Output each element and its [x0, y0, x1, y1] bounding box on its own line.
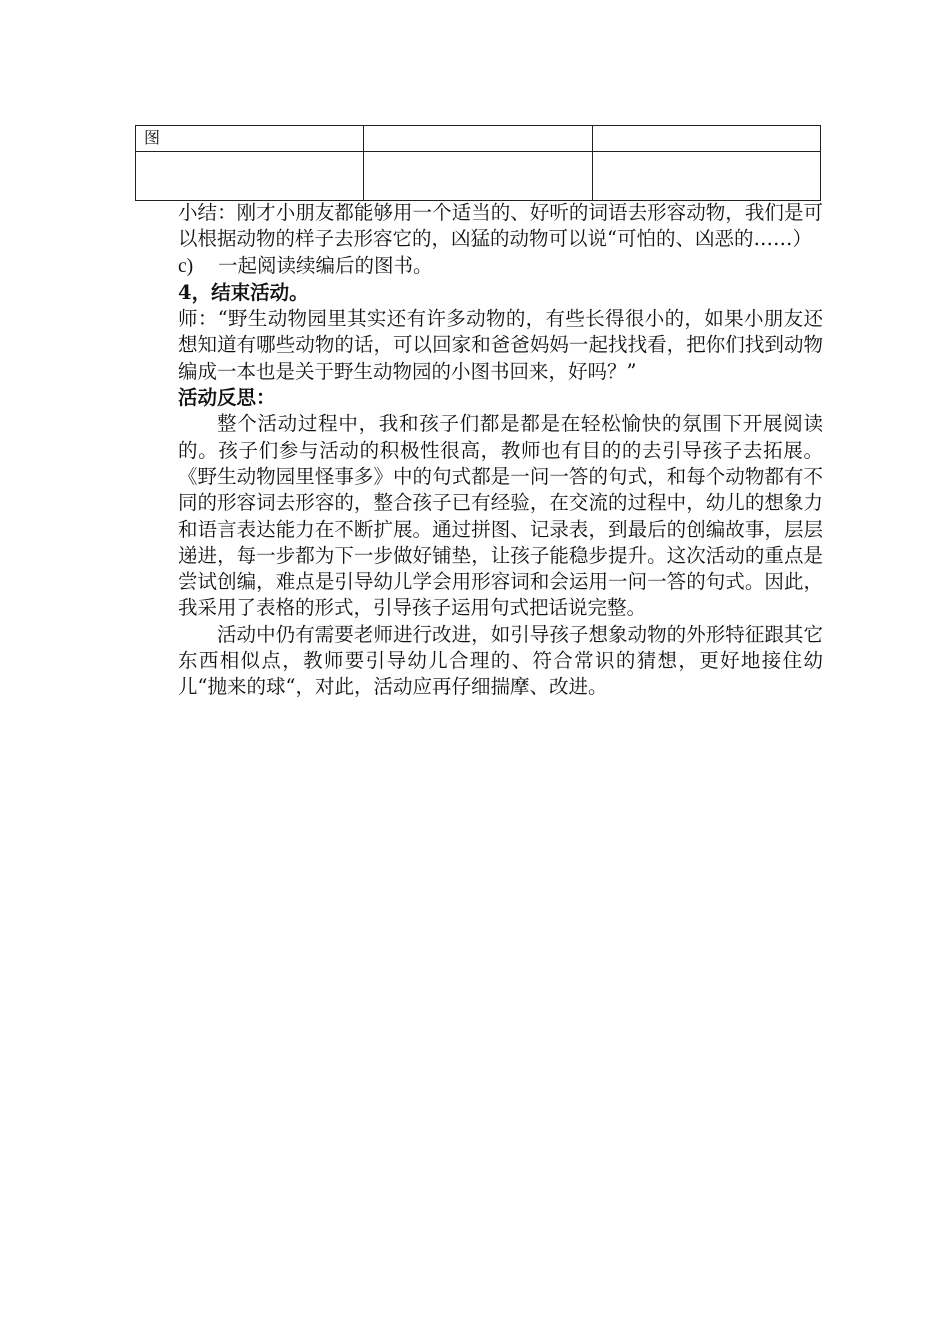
table-row [136, 152, 821, 201]
teacher-speech-paragraph: 师：“野生动物园里其实还有许多动物的，有些长得很小的，如果小朋友还想知道有哪些动物的话，可以回家和爸爸妈妈一起找找看，把你们找到动物编成一本也是关于野生动物园的小图书回来，好吗？” [178, 307, 823, 383]
table-cell [364, 152, 592, 201]
table-cell: 图 [136, 126, 364, 152]
table-cell [592, 126, 820, 152]
table-cell [592, 152, 820, 201]
table-cell [364, 126, 592, 152]
list-item-text: 一起阅读续编后的图书。 [218, 253, 433, 277]
table-row [136, 126, 821, 152]
step-4-heading: 4，结束活动。 [178, 280, 309, 304]
reflection-heading: 活动反思： [178, 386, 276, 410]
reflection-paragraph: 活动中仍有需要老师进行改进，如引导孩子想象动物的外形特征跟其它东西相似点，教师要引导幼儿合理的、符合常识的猜想，更好地接住幼儿“抛来的球“，对此，活动应再仔细揣摩、改进。 [178, 622, 823, 699]
summary-paragraph: 小结：刚才小朋友都能够用一个适当的、好听的词语去形容动物，我们是可以根据动物的样子去形容它的，凶猛的动物可以说“可怕的、凶恶的……） [178, 201, 823, 251]
list-item-label: c) [178, 255, 194, 277]
table-cell [136, 152, 364, 201]
document-body [178, 200, 823, 701]
list-item-c [178, 253, 823, 280]
reflection-paragraph: 整个活动过程中，我和孩子们都是都是在轻松愉快的氛围下开展阅读的。孩子们参与活动的积极性很高，教师也有目的的去引导孩子去拓展。《野生动物园里怪事多》中的句式都是一问一答的句式，和每个动物都有不同的形容词去形容的，整合孩子已有经验，在交流的过程中，幼儿的想象力和语言表达能力在不断扩展。通过拼图、记录表，到最后的创编故事，层层递进，每一步都为下一步做好铺垫，让孩子能稳步提升。这次活动的重点是尝试创编，难点是引导幼儿学会用形容词和会运用一问一答的句式。因此，我采用了表格的形式，引导孩子运用句式把话说完整。 [178, 412, 823, 620]
record-table [135, 125, 821, 201]
